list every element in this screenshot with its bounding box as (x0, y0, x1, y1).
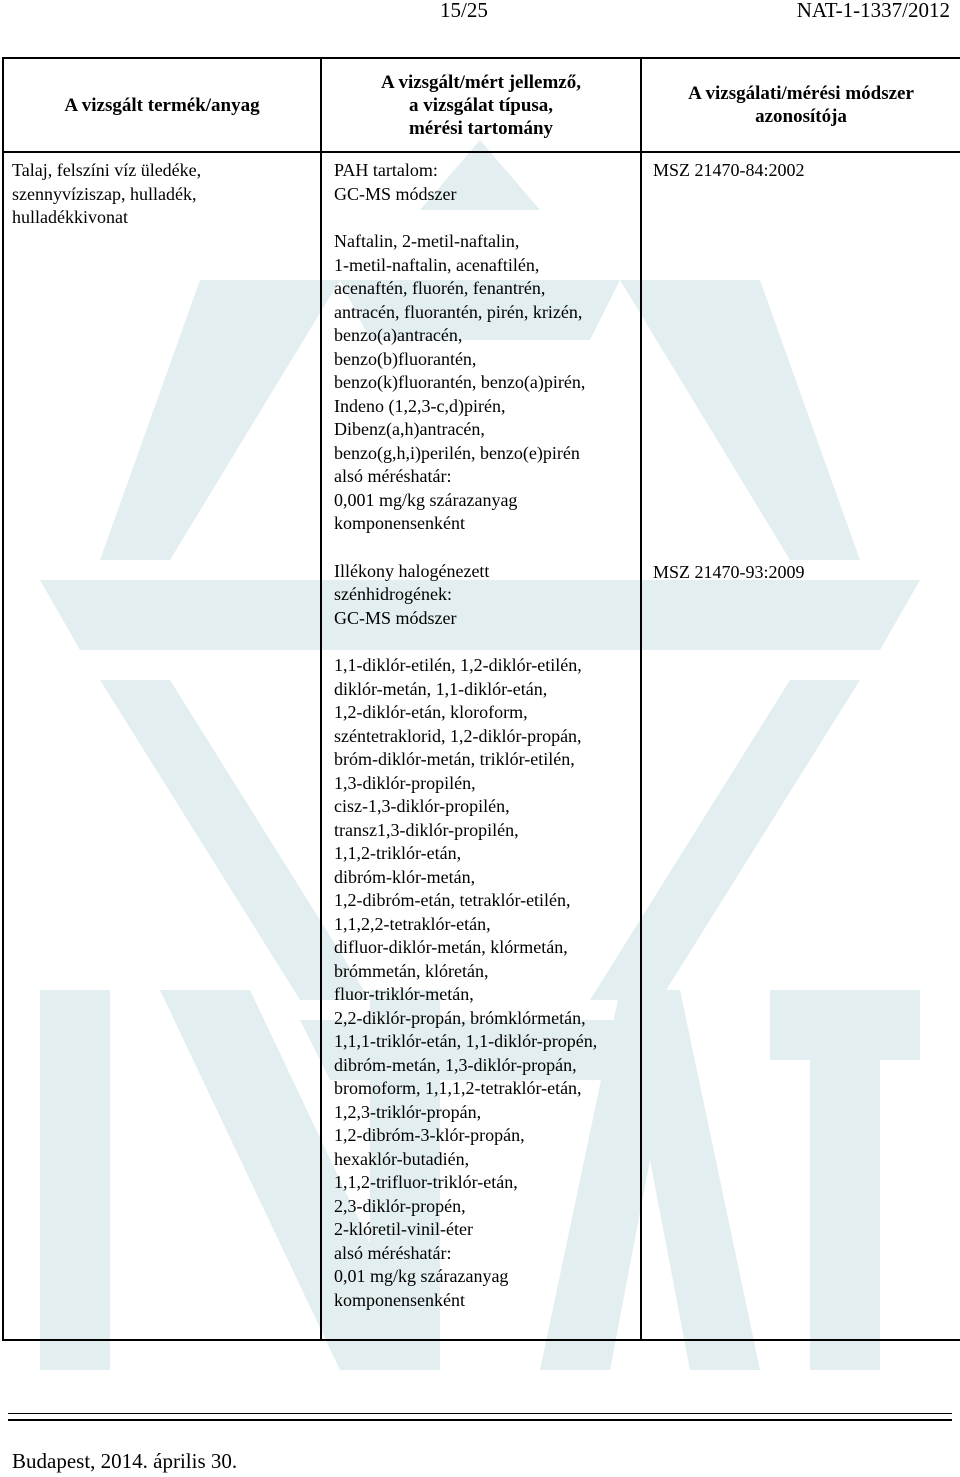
document-id: NAT-1-1337/2012 (796, 0, 950, 22)
column-header-characteristic: A vizsgált/mért jellemző, a vizsgálat típusa, mérési tartomány (321, 58, 641, 152)
voc-components: 1,1-diklór-etilén, 1,2-diklór-etilén, diklór-metán, 1,1-diklór-etán, 1,2-diklór-etán, kloroform, széntetraklorid, 1,2-diklór-propán, bróm-diklór-metán, triklór-etilén, 1,3-diklór-propilén, cisz-1,3-diklór-propilén, transz1,3-diklór-propilén, 1,1,2-triklór-etán, dibróm-klór-metán, 1,2-dibróm-etán, tetraklór-etilén, 1,1,2,2-tetraklór-etán, difluor-diklór-metán, klórmetán, brómmetán, klóretán, fluor-triklór-metán, 2,2-diklór-propán, brómklórmetán, 1,1,1-triklór-etán, 1,1-diklór-propén, dibróm-metán, 1,3-diklór-propán, bromoform, 1,1,1,2-tetraklór-etán, 1,2,3-triklór-propán, 1,2-dibróm-3-klór-propán, hexaklór-butadién, 1,1,2-trifluor-triklór-etán, 2,3-diklór-propén, 2-klóretil-vinil-éter alsó méréshatár: 0,01 mg/kg szárazanyag komponensenként (334, 655, 598, 1310)
pah-components: Naftalin, 2-metil-naftalin, 1-metil-naftalin, acenaftilén, acenaftén, fluorén, fenantrén, antracén, fluorantén, pirén, krizén, benzo(a)antracén, benzo(b)fluorantén, benzo(k)fluorantén, benzo(a)pirén, Indeno (1,2,3-c,d)pirén, Dibenz(a,h)antracén, benzo(g,h,i)perilén, benzo(e)pirén alsó méréshatár: 0,001 mg/kg szárazanyag komponensenként (334, 231, 586, 533)
method-cell (641, 152, 960, 1340)
table-header-row (3, 58, 960, 152)
pah-method-id: MSZ 21470-84:2002 (653, 160, 805, 180)
footer-rule-thick (8, 1419, 952, 1421)
column-header-product: A vizsgált termék/anyag (3, 58, 321, 152)
table-row (3, 152, 960, 1340)
voc-method-id: MSZ 21470-93:2009 (653, 561, 805, 582)
column-header-method: A vizsgálati/mérési módszer azonosítója (641, 58, 960, 152)
product-cell (3, 152, 321, 1340)
characteristic-cell (321, 152, 641, 1340)
footer-rule-thin (8, 1413, 952, 1414)
product-text: Talaj, felszíni víz üledéke, szennyvíziszap, hulladék, hulladékkivonat (12, 160, 202, 227)
page-number: 15/25 (440, 0, 488, 22)
accreditation-scope-table (2, 57, 960, 1341)
footer-place-date: Budapest, 2014. április 30. (12, 1449, 238, 1473)
pah-title: PAH tartalom: GC-MS módszer (334, 160, 457, 204)
voc-title: Illékony halogénezett szénhidrogének: GC-MS módszer (334, 560, 490, 628)
